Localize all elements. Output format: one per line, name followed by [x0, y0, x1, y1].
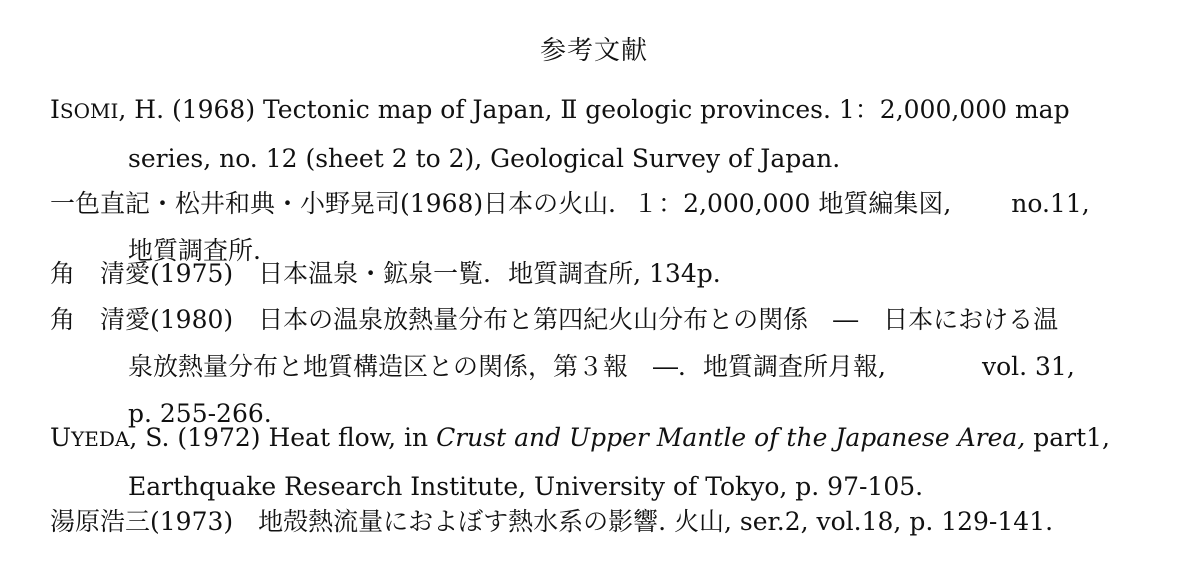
author-small-caps: YEDA — [71, 427, 130, 451]
reference-series-number: no.11, — [1011, 189, 1090, 218]
reference-part: part1, — [1025, 423, 1110, 452]
reference-continuation: series, no. 12 (sheet 2 to 2), Geological Survey of Japan. — [128, 144, 841, 173]
author-initial: U — [50, 423, 72, 452]
reference-text: 一色直記・松井和典・小野晃司(1968)日本の火山．１：2,000,000 地質編集図, — [50, 189, 952, 218]
reference-text: , H. (1968) Tectonic map of Japan, Ⅱ geologic provinces. 1：2,000,000 map — [118, 95, 1070, 124]
reference-line: 角 清愛(1980) 日本の温泉放熱量分布と第四紀火山分布との関係 ― 日本における温 — [50, 305, 1059, 334]
reference-continuation — [50, 343, 1150, 390]
reference-continuation: Earthquake Research Institute, University of Tokyo, p. 97-105. — [128, 472, 924, 501]
reference-text: 泉放熱量分布と地質構造区との関係，第３報 ―．地質調査所月報, — [128, 352, 886, 381]
author-small-caps: SOMI — [59, 99, 119, 123]
reference-continuation: 地質調査所. — [128, 236, 261, 265]
reference-line: 角 清愛(1975) 日本温泉・鉱泉一覧．地質調査所, 134p. — [50, 259, 721, 288]
reference-line: 湯原浩三(1973) 地殻熱流量におよぼす熱水系の影響. 火山, ser.2, vol.18, p. 129-141. — [50, 507, 1054, 536]
reference-volume: vol. 31, — [981, 352, 1075, 381]
reference-line — [50, 86, 1150, 135]
author-initial: I — [50, 95, 60, 124]
reference-entry-uyeda — [50, 414, 1150, 510]
reference-book-title: Crust and Upper Mantle of the Japanese Area, — [436, 423, 1026, 452]
reference-line — [50, 414, 1150, 463]
reference-entry-yuhara — [50, 498, 1150, 545]
reference-entry-sumi-1975 — [50, 250, 1150, 297]
reference-pages: p. 255-266. — [128, 399, 272, 428]
reference-entry-isomi — [50, 86, 1150, 182]
reference-line — [50, 180, 1150, 227]
section-title: 参考文献 — [539, 36, 648, 66]
reference-text: , S. (1972) Heat flow, in — [129, 423, 437, 452]
